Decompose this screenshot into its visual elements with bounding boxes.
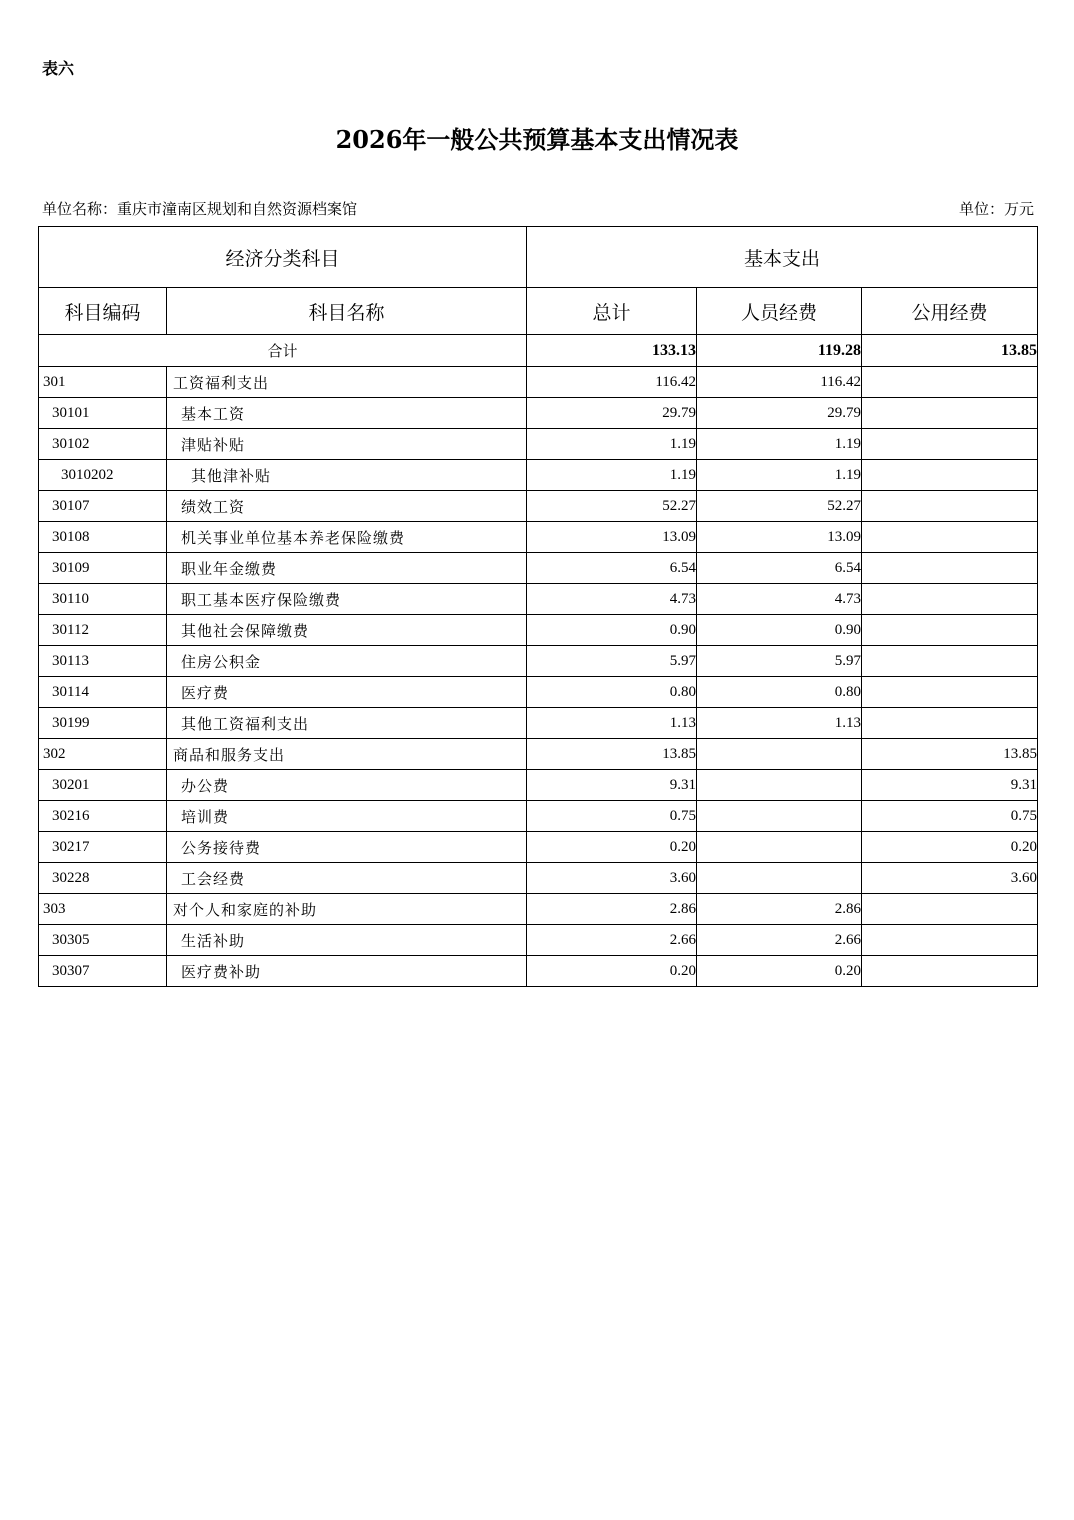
row-total: 13.85 bbox=[527, 739, 697, 770]
row-public: 0.20 bbox=[862, 832, 1038, 863]
row-public bbox=[862, 894, 1038, 925]
budget-table bbox=[38, 226, 1038, 987]
row-personnel: 0.80 bbox=[697, 677, 862, 708]
row-total: 29.79 bbox=[527, 398, 697, 429]
table-row bbox=[39, 894, 1038, 925]
table-row bbox=[39, 801, 1038, 832]
row-name: 住房公积金 bbox=[167, 646, 527, 677]
row-total: 1.13 bbox=[527, 708, 697, 739]
row-name: 其他工资福利支出 bbox=[167, 708, 527, 739]
row-total: 116.42 bbox=[527, 367, 697, 398]
row-total: 9.31 bbox=[527, 770, 697, 801]
row-public bbox=[862, 398, 1038, 429]
row-code: 301 bbox=[39, 367, 167, 398]
row-public bbox=[862, 584, 1038, 615]
row-code: 3010202 bbox=[39, 460, 167, 491]
row-total: 2.66 bbox=[527, 925, 697, 956]
row-personnel: 13.09 bbox=[697, 522, 862, 553]
row-code: 30102 bbox=[39, 429, 167, 460]
row-name: 对个人和家庭的补助 bbox=[167, 894, 527, 925]
table-row bbox=[39, 398, 1038, 429]
row-code: 30110 bbox=[39, 584, 167, 615]
row-name: 培训费 bbox=[167, 801, 527, 832]
row-public: 0.75 bbox=[862, 801, 1038, 832]
table-row bbox=[39, 739, 1038, 770]
row-public bbox=[862, 925, 1038, 956]
row-total: 0.75 bbox=[527, 801, 697, 832]
table-row bbox=[39, 429, 1038, 460]
unit-name: 单位名称：重庆市潼南区规划和自然资源档案馆 bbox=[42, 200, 358, 218]
table-row bbox=[39, 646, 1038, 677]
row-name: 职业年金缴费 bbox=[167, 553, 527, 584]
unit-label: 单位：万元 bbox=[958, 200, 1034, 218]
table-row bbox=[39, 584, 1038, 615]
header-total: 总计 bbox=[527, 288, 697, 335]
row-total: 52.27 bbox=[527, 491, 697, 522]
row-total: 6.54 bbox=[527, 553, 697, 584]
total-public: 13.85 bbox=[862, 335, 1038, 367]
row-total: 2.86 bbox=[527, 894, 697, 925]
row-personnel bbox=[697, 832, 862, 863]
row-personnel bbox=[697, 739, 862, 770]
row-total: 0.90 bbox=[527, 615, 697, 646]
row-total: 1.19 bbox=[527, 460, 697, 491]
header-public: 公用经费 bbox=[862, 288, 1038, 335]
row-public bbox=[862, 956, 1038, 987]
row-code: 30112 bbox=[39, 615, 167, 646]
row-name: 商品和服务支出 bbox=[167, 739, 527, 770]
row-total: 1.19 bbox=[527, 429, 697, 460]
row-name: 职工基本医疗保险缴费 bbox=[167, 584, 527, 615]
row-code: 30307 bbox=[39, 956, 167, 987]
sheet-label: 表六 bbox=[42, 59, 75, 78]
row-personnel: 2.66 bbox=[697, 925, 862, 956]
row-name: 工资福利支出 bbox=[167, 367, 527, 398]
row-name: 公务接待费 bbox=[167, 832, 527, 863]
table-row bbox=[39, 925, 1038, 956]
row-code: 30199 bbox=[39, 708, 167, 739]
table-row bbox=[39, 522, 1038, 553]
row-personnel: 4.73 bbox=[697, 584, 862, 615]
row-personnel bbox=[697, 801, 862, 832]
row-total: 3.60 bbox=[527, 863, 697, 894]
row-public bbox=[862, 553, 1038, 584]
header-group-row bbox=[39, 227, 1038, 288]
row-personnel: 0.20 bbox=[697, 956, 862, 987]
row-personnel: 5.97 bbox=[697, 646, 862, 677]
row-name: 办公费 bbox=[167, 770, 527, 801]
row-total: 0.20 bbox=[527, 956, 697, 987]
row-public bbox=[862, 708, 1038, 739]
total-label: 合计 bbox=[39, 335, 527, 367]
row-code: 30228 bbox=[39, 863, 167, 894]
row-public: 3.60 bbox=[862, 863, 1038, 894]
row-code: 30201 bbox=[39, 770, 167, 801]
row-name: 医疗费 bbox=[167, 677, 527, 708]
table-row bbox=[39, 367, 1038, 398]
table-row bbox=[39, 708, 1038, 739]
row-public bbox=[862, 522, 1038, 553]
row-personnel: 1.19 bbox=[697, 429, 862, 460]
row-name: 津贴补贴 bbox=[167, 429, 527, 460]
header-column-row bbox=[39, 288, 1038, 335]
row-code: 302 bbox=[39, 739, 167, 770]
total-personnel: 119.28 bbox=[697, 335, 862, 367]
row-public bbox=[862, 677, 1038, 708]
table-row bbox=[39, 770, 1038, 801]
row-code: 30217 bbox=[39, 832, 167, 863]
row-code: 303 bbox=[39, 894, 167, 925]
meta-row bbox=[42, 198, 1034, 220]
row-name: 工会经费 bbox=[167, 863, 527, 894]
row-name: 基本工资 bbox=[167, 398, 527, 429]
row-personnel: 29.79 bbox=[697, 398, 862, 429]
row-name: 机关事业单位基本养老保险缴费 bbox=[167, 522, 527, 553]
row-total: 0.80 bbox=[527, 677, 697, 708]
row-total: 0.20 bbox=[527, 832, 697, 863]
row-personnel: 2.86 bbox=[697, 894, 862, 925]
row-total: 4.73 bbox=[527, 584, 697, 615]
header-basic-expenditure: 基本支出 bbox=[527, 227, 1038, 288]
table-row bbox=[39, 615, 1038, 646]
row-code: 30101 bbox=[39, 398, 167, 429]
row-total: 5.97 bbox=[527, 646, 697, 677]
row-public bbox=[862, 491, 1038, 522]
table-row bbox=[39, 553, 1038, 584]
row-public bbox=[862, 429, 1038, 460]
table-row bbox=[39, 863, 1038, 894]
row-public bbox=[862, 460, 1038, 491]
row-name: 生活补助 bbox=[167, 925, 527, 956]
row-code: 30216 bbox=[39, 801, 167, 832]
table-row bbox=[39, 832, 1038, 863]
row-public: 9.31 bbox=[862, 770, 1038, 801]
header-personnel: 人员经费 bbox=[697, 288, 862, 335]
header-code: 科目编码 bbox=[39, 288, 167, 335]
table-row bbox=[39, 460, 1038, 491]
total-row bbox=[39, 335, 1038, 367]
row-code: 30114 bbox=[39, 677, 167, 708]
row-name: 其他津补贴 bbox=[167, 460, 527, 491]
row-personnel: 116.42 bbox=[697, 367, 862, 398]
header-econ-classification: 经济分类科目 bbox=[39, 227, 527, 288]
total-total: 133.13 bbox=[527, 335, 697, 367]
row-public bbox=[862, 615, 1038, 646]
table-row bbox=[39, 677, 1038, 708]
document-title: 2026年一般公共预算基本支出情况表 bbox=[335, 125, 739, 154]
row-personnel: 0.90 bbox=[697, 615, 862, 646]
table-row bbox=[39, 956, 1038, 987]
row-public: 13.85 bbox=[862, 739, 1038, 770]
row-public bbox=[862, 646, 1038, 677]
row-code: 30109 bbox=[39, 553, 167, 584]
row-name: 医疗费补助 bbox=[167, 956, 527, 987]
row-name: 其他社会保障缴费 bbox=[167, 615, 527, 646]
row-code: 30108 bbox=[39, 522, 167, 553]
row-personnel: 1.19 bbox=[697, 460, 862, 491]
row-total: 13.09 bbox=[527, 522, 697, 553]
row-personnel bbox=[697, 863, 862, 894]
row-personnel bbox=[697, 770, 862, 801]
row-name: 绩效工资 bbox=[167, 491, 527, 522]
row-code: 30305 bbox=[39, 925, 167, 956]
header-name: 科目名称 bbox=[167, 288, 527, 335]
row-personnel: 52.27 bbox=[697, 491, 862, 522]
row-code: 30113 bbox=[39, 646, 167, 677]
row-personnel: 1.13 bbox=[697, 708, 862, 739]
row-public bbox=[862, 367, 1038, 398]
row-personnel: 6.54 bbox=[697, 553, 862, 584]
row-code: 30107 bbox=[39, 491, 167, 522]
table-row bbox=[39, 491, 1038, 522]
